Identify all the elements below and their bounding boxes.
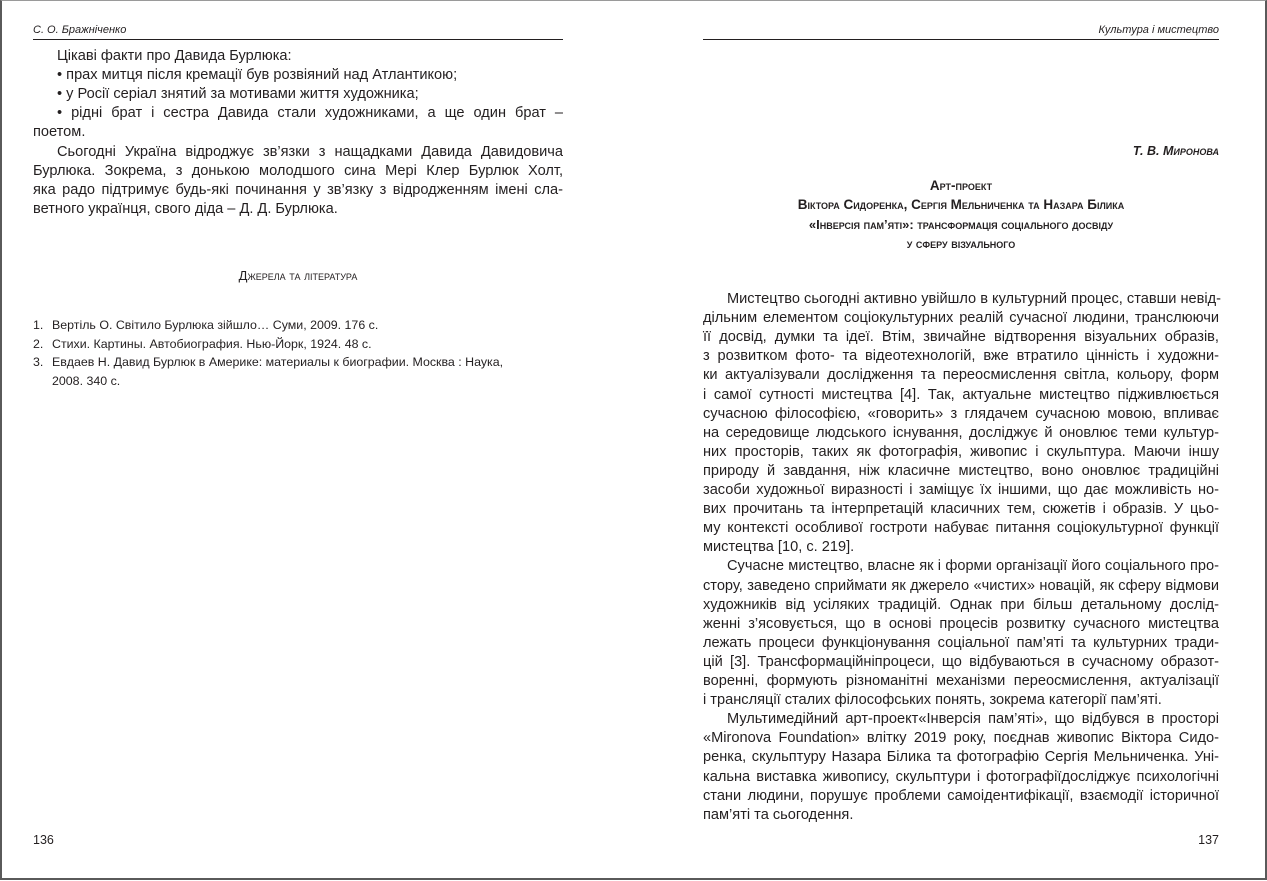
article-author: Т. В. Миронова xyxy=(1132,144,1219,158)
reference-number: 2. xyxy=(33,336,44,351)
text-line: лежать процеси функціонування соціальної пам’яті та культурних тради- xyxy=(703,634,1219,651)
title-line: Віктора Сидоренка, Сергія Мельниченка та Назара Білика xyxy=(797,197,1125,213)
text-line: засоби художньої виразності і заміщує їх іншими, що дає можливість но- xyxy=(703,482,1219,498)
title-line: у сферу візуального xyxy=(906,235,1016,251)
text-line: на середовище людського існування, досліджує й оновлює теми культур- xyxy=(703,424,1219,441)
text-line: пам’яті та сьогодення. xyxy=(703,806,854,823)
reference-number: 3. xyxy=(33,355,44,369)
running-head-section: Культура і мистецтво xyxy=(1098,24,1219,36)
text-line: поетом. xyxy=(33,124,86,141)
text-line: женні з’ясовується, що в основі процесів розвитку сучасного мистецтва xyxy=(703,615,1219,632)
text-line: • у Росії серіал знятий за мотивами життя художника; xyxy=(57,86,419,103)
text-line: стани людини, порушує проблеми самоідентифікації, взаємодії історичної xyxy=(703,787,1219,804)
text-line: кальна виставка живопису, скульптури і фотографіїдосліджує психологічні xyxy=(703,768,1219,785)
text-line: Бурлюка. Зокрема, з донькою молодшого сина Мері Клер Бурлюк Холт, xyxy=(33,162,563,179)
header-rule xyxy=(33,39,563,40)
text-line: цій [3]. Трансформаційніпроцеси, що відбуваються в сучасному образот- xyxy=(703,653,1219,670)
reference-text: Стихи. Картины. Автобиография. Нью-Йорк, 1924. 48 с. xyxy=(52,336,372,351)
text-line: сучасною філософією, «говорить» з глядачем сучасною мовою, впливає xyxy=(703,405,1219,422)
text-line: му контексті особливої гостроти набуває питання соціокультурної функції xyxy=(703,520,1219,537)
text-line: Сьогодні Україна відроджує зв’язки з нащадками Давида Давидовича xyxy=(57,143,563,160)
page-number: 136 xyxy=(33,833,54,847)
title-line: «Інверсія пам’яті»: трансформація соціального досвіду xyxy=(808,216,1114,232)
text-line: • прах митця після кремації був розвіяний над Атлантикою; xyxy=(57,67,458,84)
page-number: 137 xyxy=(1198,833,1219,847)
sources-heading: Джерела та література xyxy=(238,268,358,283)
reference-number: 1. xyxy=(33,318,44,332)
text-line: Цікаві факти про Давида Бурлюка: xyxy=(57,48,292,64)
reference-text: 2008. 340 с. xyxy=(52,373,121,388)
article-title xyxy=(703,176,1219,253)
reference-text: Вертіль О. Світило Бурлюка зійшло… Суми, 2009. 176 с. xyxy=(52,318,379,332)
header-rule xyxy=(703,39,1219,40)
text-line: ветного українця, свого діда – Д. Д. Бурлюка. xyxy=(33,200,338,217)
text-line: них просторів, таких як фотографія, живопис і скульптура. Маючи іншу xyxy=(703,443,1219,460)
text-line: дільним елементом соціокультурних реалій сучасної людини, транслюючи xyxy=(703,310,1219,327)
text-line: її досвід, думки та ідеї. Втім, звичайне відтворення візуальних образів, xyxy=(703,329,1219,346)
text-line: • рідні брат і сестра Давида стали художниками, а ще один брат – xyxy=(57,105,563,122)
text-line: стору, заведено сприймати як джерело «чистих» новацій, як сферу відмови xyxy=(703,577,1219,594)
text-line: і трансляції сталих філософських понять, зокрема категорії пам’яті. xyxy=(703,692,1162,709)
text-line: ренка, скульптуру Назара Білика та фотографію Сергія Мельниченка. Уні- xyxy=(703,749,1219,766)
text-line: Мистецтво сьогодні активно увійшло в культурний процес, ставши невід- xyxy=(727,291,1222,307)
text-line: з розвитком фото- та відеотехнологій, вже втратило цінність і художни- xyxy=(703,348,1219,365)
text-line: яка радо підтримує будь-які починання у зв’язку з відродженням імені сла- xyxy=(33,181,563,198)
text-line: вих прочитань та інтерпретацій класичних тем, сюжетів і образів. У цьо- xyxy=(703,501,1219,518)
text-line: Сучасне мистецтво, власне як і форми організації його соціального про- xyxy=(727,558,1219,575)
title-line: Арт-проект xyxy=(929,178,993,193)
reference-text: Евдаев Н. Давид Бурлюк в Америке: материалы к биографии. Москва : Наука, xyxy=(52,355,504,369)
text-line: Мультимедійний арт-проект«Інверсія пам’яті», що відбувся в просторі xyxy=(727,711,1219,728)
text-line: ки актуалізували дослідження та переосмислення світла, кольору, форм xyxy=(703,367,1219,384)
text-line: і самої сутності мистецтва [4]. Так, актуальне мистецтво підживлюється xyxy=(703,386,1219,403)
text-line: мистецтва [10, с. 219]. xyxy=(703,539,855,556)
text-line: воренні, формують різноманітні механізми переосмислення, актуалізації xyxy=(703,673,1219,689)
text-line: художників від усіляких традицій. Однак при більш детальному дослід- xyxy=(703,596,1219,613)
running-head-author: С. О. Бражніченко xyxy=(33,24,127,36)
text-line: природу й завдання, ніж класичне мистецтво, воно оновлює традиційні xyxy=(703,462,1219,479)
text-line: «Mironova Foundation» влітку 2019 року, поєднав живопис Віктора Сидо- xyxy=(703,730,1219,747)
